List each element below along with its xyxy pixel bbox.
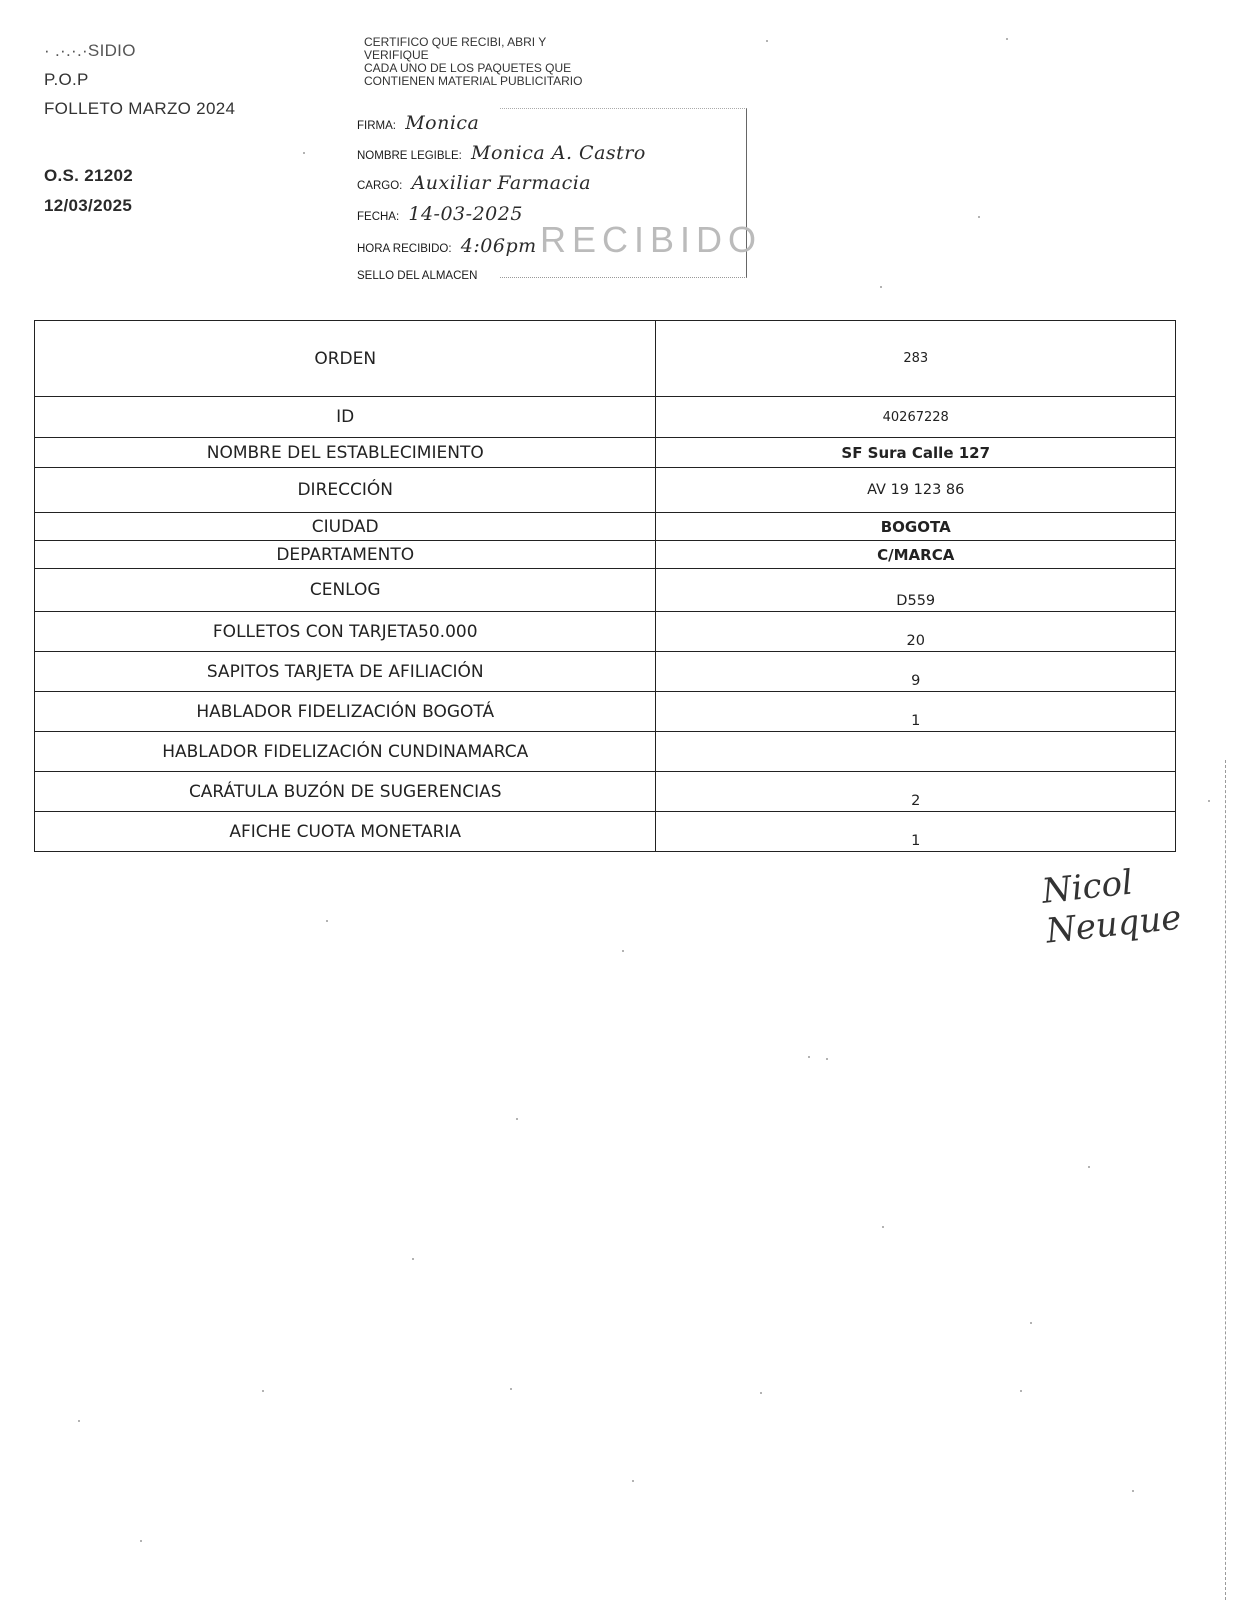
row-label: SAPITOS TARJETA DE AFILIACIÓN	[35, 652, 656, 692]
row-value: AV 19 123 86	[656, 468, 1176, 513]
table-row	[35, 772, 1176, 812]
scan-speck	[978, 216, 980, 218]
scan-speck	[1030, 1322, 1032, 1324]
table-row	[35, 612, 1176, 652]
warehouse-seal-field	[357, 270, 477, 282]
signature-label: FIRMA:	[357, 120, 396, 132]
scan-speck	[78, 1420, 80, 1422]
service-order-number: O.S. 21202	[44, 166, 134, 185]
handwritten-note	[1040, 858, 1183, 952]
table-row	[35, 321, 1176, 397]
service-order-date: 12/03/2025	[44, 196, 133, 215]
scan-speck	[826, 1058, 828, 1060]
row-value: 9	[656, 652, 1176, 692]
legible-name-field	[357, 142, 646, 164]
legible-name-handwriting: Monica A. Castro	[471, 142, 646, 164]
scan-speck	[510, 1388, 512, 1390]
row-label: CENLOG	[35, 569, 656, 612]
table-row	[35, 468, 1176, 513]
table-row	[35, 569, 1176, 612]
row-value: BOGOTA	[656, 513, 1176, 541]
table-row	[35, 541, 1176, 569]
row-value: 283	[656, 321, 1176, 397]
row-value: 1	[656, 692, 1176, 732]
time-received-handwriting: 4:06pm	[460, 235, 537, 257]
position-handwriting: Auxiliar Farmacia	[411, 172, 592, 194]
row-label: AFICHE CUOTA MONETARIA	[35, 812, 656, 852]
row-value: 1	[656, 812, 1176, 852]
note-line-1: Nicol	[1040, 862, 1135, 912]
header-company: · .·.·.·SIDIO	[44, 41, 136, 60]
scan-speck	[262, 1390, 264, 1392]
note-line-2: Neuque	[1044, 897, 1184, 952]
row-value: C/MARCA	[656, 541, 1176, 569]
table-row	[35, 692, 1176, 732]
date-handwriting: 14-03-2025	[408, 203, 523, 225]
scan-speck	[326, 920, 328, 922]
row-label: DEPARTAMENTO	[35, 541, 656, 569]
scan-speck	[412, 1258, 414, 1260]
row-label: ORDEN	[35, 321, 656, 397]
table-row	[35, 732, 1176, 772]
scan-speck	[516, 1118, 518, 1120]
document-header	[44, 36, 236, 215]
position-label: CARGO:	[357, 180, 403, 192]
row-value: 20	[656, 612, 1176, 652]
table-row	[35, 438, 1176, 468]
date-label: FECHA:	[357, 211, 400, 223]
row-value: 2	[656, 772, 1176, 812]
row-value	[656, 732, 1176, 772]
scan-speck	[766, 40, 768, 42]
scan-speck	[622, 950, 624, 952]
scan-speck	[632, 1480, 634, 1482]
row-label: NOMBRE DEL ESTABLECIMIENTO	[35, 438, 656, 468]
scan-speck	[1132, 1490, 1134, 1492]
scan-speck	[760, 1392, 762, 1394]
time-received-label: HORA RECIBIDO:	[357, 243, 452, 255]
table-row	[35, 652, 1176, 692]
position-field	[357, 172, 591, 194]
row-label: FOLLETOS CON TARJETA50.000	[35, 612, 656, 652]
scan-speck	[1006, 38, 1008, 40]
table-row	[35, 397, 1176, 438]
row-label: CIUDAD	[35, 513, 656, 541]
row-value: SF Sura Calle 127	[656, 438, 1176, 468]
scan-speck	[140, 1540, 142, 1542]
row-label: ID	[35, 397, 656, 438]
row-label: CARÁTULA BUZÓN DE SUGERENCIAS	[35, 772, 656, 812]
receipt-certificate	[364, 36, 754, 88]
legible-name-label: NOMBRE LEGIBLE:	[357, 150, 462, 162]
scan-speck	[1088, 1166, 1090, 1168]
certificate-statement: CERTIFICO QUE RECIBI, ABRI Y VERIFIQUE CADA UNO DE LOS PAQUETES QUE CONTIENEN MATERIAL PUBLICITARIO	[364, 35, 583, 88]
table-row	[35, 513, 1176, 541]
signature-handwriting: Monica	[405, 112, 480, 134]
scan-edge-line	[1225, 760, 1226, 1600]
row-label: HABLADOR FIDELIZACIÓN CUNDINAMARCA	[35, 732, 656, 772]
signature-field	[357, 112, 479, 134]
time-received-field	[357, 235, 537, 257]
scan-speck	[1208, 800, 1210, 802]
header-folleto: FOLLETO MARZO 2024	[44, 99, 236, 118]
row-label: DIRECCIÓN	[35, 468, 656, 513]
row-value: 40267228	[656, 397, 1176, 438]
row-label: HABLADOR FIDELIZACIÓN BOGOTÁ	[35, 692, 656, 732]
scan-speck	[880, 286, 882, 288]
scan-speck	[882, 1226, 884, 1228]
scan-speck	[808, 1056, 810, 1058]
date-field	[357, 203, 523, 225]
scan-speck	[303, 152, 305, 154]
delivery-table	[34, 320, 1176, 852]
header-pop: P.O.P	[44, 70, 89, 89]
row-value: D559	[656, 569, 1176, 612]
warehouse-seal-label: SELLO DEL ALMACEN	[357, 270, 478, 282]
stamp-text: RECIBIDO	[540, 219, 763, 260]
table-row	[35, 812, 1176, 852]
scan-speck	[1020, 1390, 1022, 1392]
